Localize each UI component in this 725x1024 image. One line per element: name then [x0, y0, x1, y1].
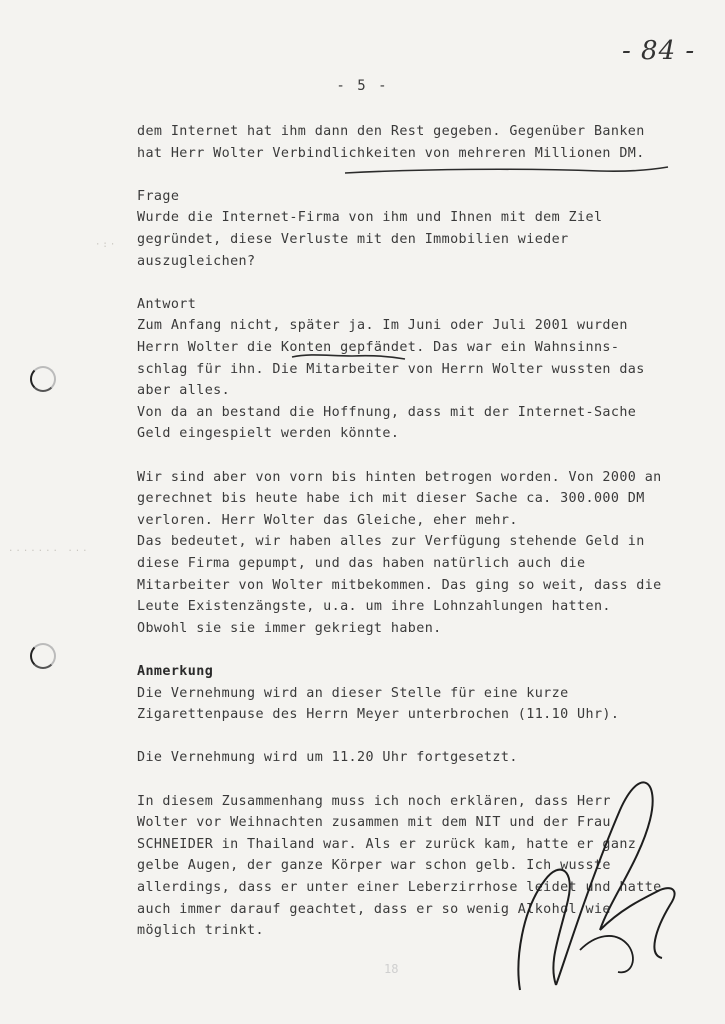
body-line: auch immer darauf geachtet, dass er so wenig Alkohol wie	[137, 901, 611, 917]
body-line: In diesem Zusammenhang muss ich noch erklären, dass Herr	[137, 793, 611, 809]
signature-stroke-3	[600, 888, 675, 958]
body-line: auszugleichen?	[137, 253, 256, 269]
body-line: Anmerkung	[137, 664, 214, 679]
body-line: Leute Existenzängste, u.a. um ihre Lohnzahlungen hatten.	[137, 599, 611, 615]
body-line: diese Firma gepumpt, und das haben natürlich auch die	[137, 556, 586, 571]
body-line: schlag für ihn. Die Mitarbeiter von Herrn Wolter wussten das	[137, 361, 645, 377]
body-line: gegründet, diese Verluste mit den Immobilien wieder	[137, 232, 569, 247]
body-line: Die Vernehmung wird um 11.20 Uhr fortgesetzt.	[137, 750, 518, 766]
body-line: Frage	[137, 188, 180, 204]
body-line: Wir sind aber von vorn bis hinten betrogen worden. Von 2000 an	[137, 469, 662, 485]
body-line: Antwort	[137, 296, 197, 312]
body-line: Wolter vor Weihnachten zusammen mit dem NIT und der Frau	[137, 815, 611, 831]
body-line: Obwohl sie sie immer gekriegt haben.	[137, 620, 442, 636]
body-line: Herrn Wolter die Konten gepfändet. Das war ein Wahnsinns-	[137, 340, 620, 355]
body-line: allerdings, dass er unter einer Leberzirrhose leidet und hatte	[137, 880, 662, 895]
body-line: verloren. Herr Wolter das Gleiche, eher mehr.	[137, 512, 518, 528]
body-line: Mitarbeiter von Wolter mitbekommen. Das ging so weit, dass die	[137, 577, 662, 593]
body-line: Von da an bestand die Hoffnung, dass mit der Internet-Sache	[137, 404, 637, 420]
body-line: Wurde die Internet-Firma von ihm und Ihnen mit dem Ziel	[137, 210, 603, 226]
body-line: dem Internet hat ihm dann den Rest gegeben. Gegenüber Banken	[137, 124, 645, 139]
handwritten-page-number: - 84 -	[622, 36, 696, 66]
body-line: möglich trinkt.	[137, 923, 264, 939]
underline-konten-mark	[292, 355, 405, 359]
body-line: Zigarettenpause des Herrn Meyer unterbrochen (11.10 Uhr).	[137, 707, 620, 723]
underline-millionen-mark	[345, 167, 668, 173]
faint-mark: 18	[384, 962, 399, 976]
body-line: aber alles.	[137, 383, 231, 399]
scan-speck: ·:·	[95, 240, 118, 250]
body-line: gelbe Augen, der ganze Körper war schon gelb. Ich wusste	[137, 858, 611, 874]
body-line: SCHNEIDER in Thailand war. Als er zurück kam, hatte er ganz	[137, 836, 637, 852]
body-line: hat Herr Wolter Verbindlichkeiten von mehreren Millionen DM.	[137, 145, 645, 161]
body-line: Zum Anfang nicht, später ja. Im Juni oder Juli 2001 wurden	[137, 318, 628, 334]
body-line: gerechnet bis heute habe ich mit dieser Sache ca. 300.000 DM	[137, 491, 645, 507]
signature-stroke-4	[580, 936, 633, 972]
body-line: Geld eingespielt werden könnte.	[137, 426, 400, 442]
body-line: Das bedeutet, wir haben alles zur Verfügung stehende Geld in	[137, 534, 645, 550]
scan-smudge: ....... ...	[8, 544, 90, 554]
signature-stroke-1	[518, 870, 569, 990]
page-number: - 5 -	[336, 78, 389, 94]
body-line: Die Vernehmung wird an dieser Stelle für eine kurze	[137, 685, 569, 701]
